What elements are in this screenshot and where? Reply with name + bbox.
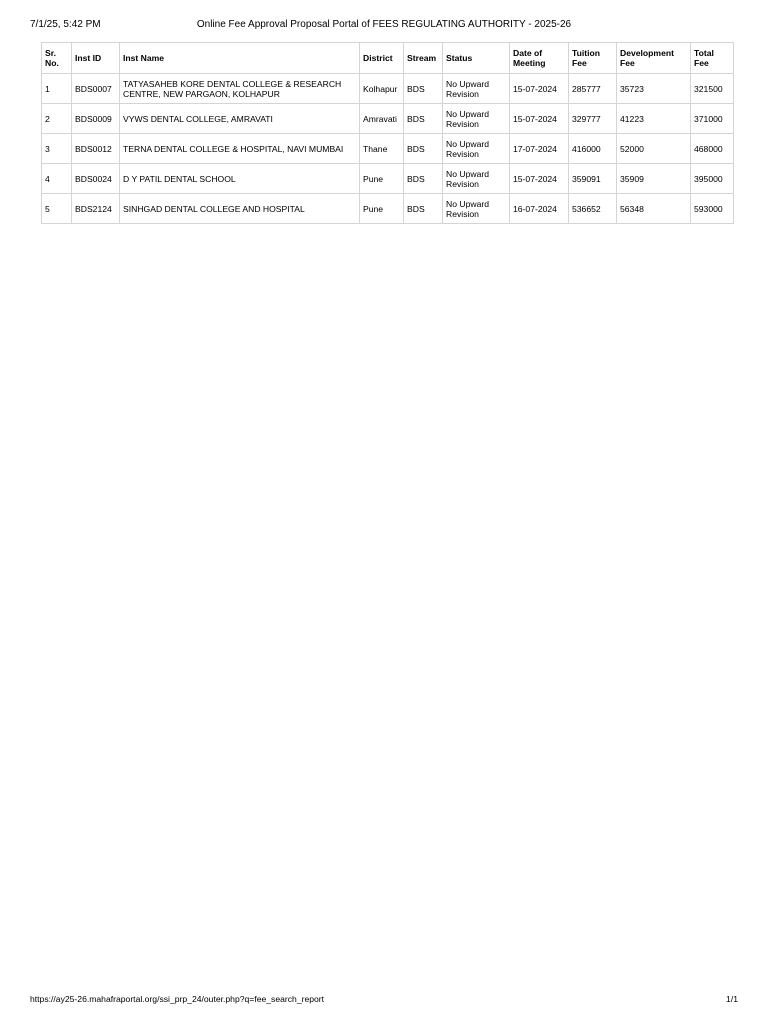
table-row: [42, 134, 734, 164]
cell-inst-name: D Y PATIL DENTAL SCHOOL: [120, 164, 360, 194]
column-header-total-fee: Total Fee: [691, 43, 734, 74]
table-body: [42, 74, 734, 224]
cell-date-of-meeting: 15-07-2024: [510, 74, 569, 104]
print-header: [30, 18, 738, 32]
print-footer: [30, 993, 738, 1005]
column-header-inst-id: Inst ID: [72, 43, 120, 74]
cell-stream: BDS: [404, 134, 443, 164]
column-header-date-of-meeting: Date of Meeting: [510, 43, 569, 74]
column-header-sr-no: Sr. No.: [42, 43, 72, 74]
table-row: [42, 194, 734, 224]
cell-total-fee: 395000: [691, 164, 734, 194]
cell-district: Amravati: [360, 104, 404, 134]
cell-sr-no: 4: [42, 164, 72, 194]
cell-date-of-meeting: 15-07-2024: [510, 164, 569, 194]
cell-tuition-fee: 329777: [569, 104, 617, 134]
print-datetime: 7/1/25, 5:42 PM: [30, 19, 101, 30]
page-title: Online Fee Approval Proposal Portal of FEES REGULATING AUTHORITY - 2025-26: [196, 19, 572, 30]
cell-inst-id: BDS0007: [72, 74, 120, 104]
cell-stream: BDS: [404, 74, 443, 104]
cell-district: Pune: [360, 164, 404, 194]
fee-report-table: [41, 42, 734, 224]
cell-stream: BDS: [404, 194, 443, 224]
cell-district: Kolhapur: [360, 74, 404, 104]
cell-inst-name: SINHGAD DENTAL COLLEGE AND HOSPITAL: [120, 194, 360, 224]
column-header-district: District: [360, 43, 404, 74]
cell-inst-id: BDS2124: [72, 194, 120, 224]
cell-inst-id: BDS0009: [72, 104, 120, 134]
page-url: https://ay25-26.mahafraportal.org/ssi_prp_24/outer.php?q=fee_search_report: [30, 994, 325, 1004]
table-row: [42, 74, 734, 104]
cell-total-fee: 321500: [691, 74, 734, 104]
table-row: [42, 104, 734, 134]
cell-development-fee: 56348: [617, 194, 691, 224]
cell-sr-no: 2: [42, 104, 72, 134]
cell-stream: BDS: [404, 104, 443, 134]
page-number: 1/1: [726, 994, 738, 1004]
cell-status: No Upward Revision: [443, 74, 510, 104]
cell-inst-id: BDS0024: [72, 164, 120, 194]
cell-date-of-meeting: 16-07-2024: [510, 194, 569, 224]
cell-total-fee: 371000: [691, 104, 734, 134]
cell-tuition-fee: 285777: [569, 74, 617, 104]
cell-inst-name: TATYASAHEB KORE DENTAL COLLEGE & RESEARCH CENTRE, NEW PARGAON, KOLHAPUR: [120, 74, 360, 104]
cell-development-fee: 35723: [617, 74, 691, 104]
cell-total-fee: 468000: [691, 134, 734, 164]
cell-status: No Upward Revision: [443, 134, 510, 164]
cell-district: Thane: [360, 134, 404, 164]
cell-inst-name: TERNA DENTAL COLLEGE & HOSPITAL, NAVI MUMBAI: [120, 134, 360, 164]
header-row: [42, 43, 734, 74]
cell-district: Pune: [360, 194, 404, 224]
cell-sr-no: 1: [42, 74, 72, 104]
table-row: [42, 164, 734, 194]
column-header-development-fee: Development Fee: [617, 43, 691, 74]
cell-status: No Upward Revision: [443, 194, 510, 224]
cell-status: No Upward Revision: [443, 164, 510, 194]
cell-inst-name: VYWS DENTAL COLLEGE, AMRAVATI: [120, 104, 360, 134]
column-header-inst-name: Inst Name: [120, 43, 360, 74]
cell-sr-no: 5: [42, 194, 72, 224]
cell-status: No Upward Revision: [443, 104, 510, 134]
cell-inst-id: BDS0012: [72, 134, 120, 164]
column-header-status: Status: [443, 43, 510, 74]
cell-tuition-fee: 359091: [569, 164, 617, 194]
cell-date-of-meeting: 15-07-2024: [510, 104, 569, 134]
cell-development-fee: 41223: [617, 104, 691, 134]
column-header-tuition-fee: Tuition Fee: [569, 43, 617, 74]
cell-development-fee: 35909: [617, 164, 691, 194]
cell-tuition-fee: 416000: [569, 134, 617, 164]
cell-development-fee: 52000: [617, 134, 691, 164]
cell-stream: BDS: [404, 164, 443, 194]
cell-date-of-meeting: 17-07-2024: [510, 134, 569, 164]
cell-sr-no: 3: [42, 134, 72, 164]
cell-tuition-fee: 536652: [569, 194, 617, 224]
cell-total-fee: 593000: [691, 194, 734, 224]
column-header-stream: Stream: [404, 43, 443, 74]
table-header: [42, 43, 734, 74]
